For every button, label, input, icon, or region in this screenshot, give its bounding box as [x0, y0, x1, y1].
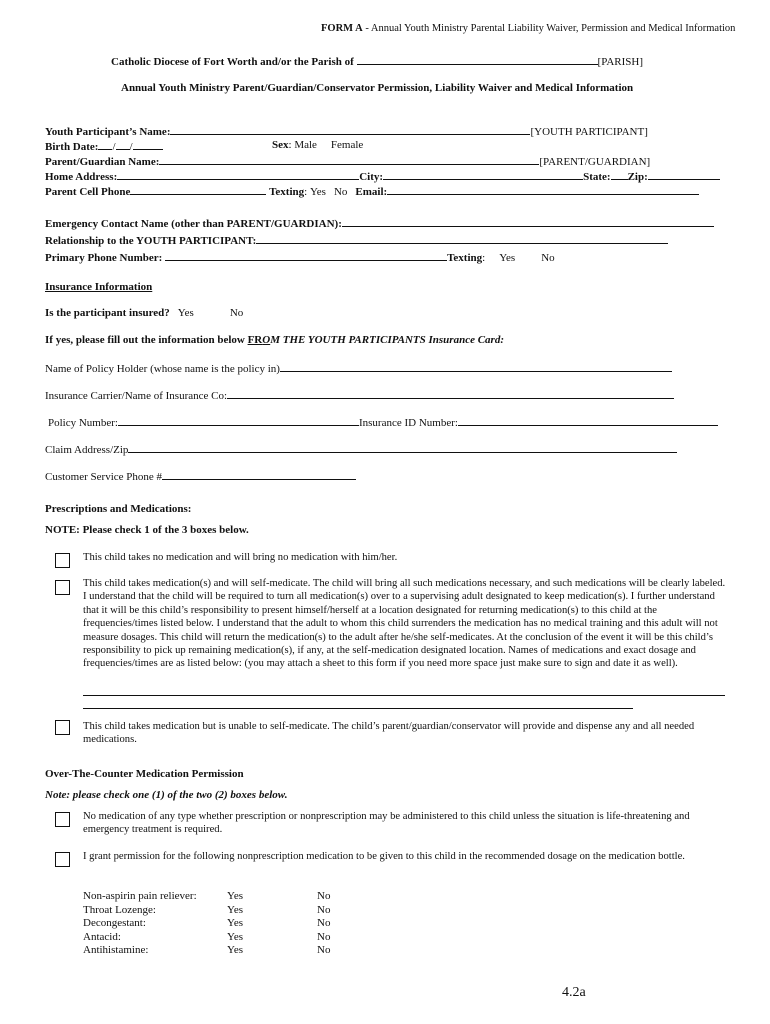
birth-day-field[interactable] — [116, 139, 130, 150]
birth-sep-2: / — [129, 141, 133, 153]
medication-line-2[interactable] — [83, 708, 633, 709]
otc-med-yes[interactable]: Yes — [227, 930, 244, 943]
parent-cell-field[interactable] — [130, 184, 266, 195]
no-otc-text: No medication of any type whether prescription or nonprescription may be administered to this child unless the situation is life-threatening and emergency treatment is required. — [83, 811, 690, 836]
primary-phone-field[interactable] — [165, 250, 447, 261]
prescriptions-note: NOTE: Please check 1 of the 3 boxes below. — [45, 524, 249, 536]
participant-name-field[interactable] — [170, 124, 530, 135]
state-field[interactable] — [611, 169, 628, 180]
home-address-label: Home Address — [45, 171, 114, 183]
parent-dispense-checkbox[interactable] — [55, 720, 70, 735]
zip-field[interactable] — [648, 169, 720, 180]
otc-heading: Over-The-Counter Medication Permission — [45, 768, 244, 780]
no-medication-checkbox[interactable] — [55, 553, 70, 568]
insurance-id-field[interactable] — [458, 415, 718, 426]
parish-tag: [PARISH] — [597, 56, 643, 68]
birth-year-field[interactable] — [133, 139, 163, 150]
emergency-texting-label: Texting — [447, 252, 483, 264]
instruction-from-m: M — [270, 334, 280, 346]
sex-female-option[interactable]: Female — [330, 139, 364, 151]
insurance-instruction — [45, 334, 504, 347]
insured-question: Is the participant insured? — [45, 307, 170, 319]
prescriptions-heading: Prescriptions and Medications: — [45, 503, 192, 515]
no-otc-checkbox[interactable] — [55, 812, 70, 827]
otc-med-no[interactable]: No — [317, 930, 331, 943]
emergency-texting-yes[interactable]: Yes — [499, 252, 516, 264]
page-number: 4.2a — [562, 985, 586, 1000]
participant-tag: [YOUTH PARTICIPANT] — [530, 126, 648, 138]
insurance-heading: Insurance Information — [45, 281, 153, 293]
guardian-name-label: Parent/Guardian Name — [45, 156, 156, 168]
customer-service-field[interactable] — [162, 469, 356, 480]
cell-phone-row: Parent Cell Phone Texting: Yes No Email: — [45, 184, 699, 199]
sex-male-option[interactable]: Male — [294, 139, 317, 151]
sex-row: Sex: Male Female — [272, 139, 364, 151]
claim-address-label: Claim Address/Zip — [45, 444, 129, 456]
otc-med-no[interactable]: No — [317, 903, 331, 916]
birth-sep-1: / — [112, 141, 116, 153]
policy-number-row — [48, 415, 718, 430]
otc-med-no[interactable]: No — [317, 944, 331, 956]
otc-med-name: Throat Lozenge: — [83, 903, 156, 916]
carrier-field[interactable] — [227, 388, 674, 399]
city-label: City — [359, 171, 380, 183]
form-label: FORM A — [321, 23, 363, 34]
guardian-name-field[interactable] — [159, 154, 539, 165]
birth-date-row: Birth Date: / / — [45, 139, 163, 154]
diocese-text: Catholic Diocese of Fort Worth and/or the Parish of — [111, 56, 354, 68]
sex-label: Sex — [272, 139, 289, 151]
guardian-row: Parent/Guardian Name: [PARENT/GUARDIAN] — [45, 156, 651, 168]
emergency-contact-label: Emergency Contact Name (other than PARENT/GUARDIAN) — [45, 218, 339, 230]
relationship-field[interactable] — [256, 233, 668, 244]
texting-label: Texting — [269, 186, 305, 198]
otc-med-name: Antacid: — [83, 930, 121, 943]
relationship-label: Relationship to the YOUTH PARTICIPANT — [45, 235, 253, 247]
birth-date-label: Birth Date — [45, 141, 95, 153]
email-field[interactable] — [387, 184, 699, 195]
otc-med-yes[interactable]: Yes — [227, 917, 244, 929]
instruction-text: If yes, please fill out the information below — [45, 334, 248, 346]
relationship-row: Relationship to the YOUTH PARTICIPANT: — [45, 233, 668, 248]
form-header — [321, 22, 735, 35]
otc-med-name: Antihistamine: — [83, 944, 149, 956]
instruction-card: THE YOUTH PARTICIPANTS Insurance Card — [279, 334, 501, 346]
policy-holder-row — [45, 361, 672, 376]
texting-yes-option[interactable]: Yes — [309, 186, 326, 198]
city-field[interactable] — [383, 169, 583, 180]
grant-otc-text: I grant permission for the following nonprescription medication to be given to this child in the recommended dosage on the medication bottle. — [83, 851, 685, 862]
instruction-from-o: O — [262, 334, 271, 346]
zip-label: Zip — [627, 171, 645, 183]
parish-field[interactable] — [357, 54, 598, 65]
otc-med-yes[interactable]: Yes — [227, 903, 244, 916]
carrier-label: Insurance Carrier/Name of Insurance Co: — [45, 390, 228, 402]
carrier-row — [45, 388, 674, 403]
claim-address-row — [45, 442, 677, 457]
claim-address-field[interactable] — [128, 442, 677, 453]
insured-no-option[interactable]: No — [229, 307, 244, 319]
self-medicate-checkbox[interactable] — [55, 580, 70, 595]
otc-med-yes[interactable]: Yes — [227, 890, 244, 902]
customer-service-label: Customer Service Phone # — [45, 471, 163, 483]
medication-line-1[interactable] — [83, 695, 725, 696]
customer-service-row — [45, 469, 356, 484]
otc-note: Note: please check one (1) of the two (2) boxes below. — [45, 789, 288, 801]
participant-name-label: Youth Participant’s Name — [45, 126, 167, 138]
instruction-colon: : — [500, 334, 504, 346]
otc-med-name: Decongestant: — [83, 917, 146, 929]
primary-phone-row: Primary Phone Number: Texting: Yes No — [45, 252, 555, 264]
otc-med-yes[interactable]: Yes — [227, 944, 244, 956]
policy-holder-label: Name of Policy Holder (whose name is the policy in) — [45, 363, 280, 375]
emergency-contact-row: Emergency Contact Name (other than PARENT/GUARDIAN): — [45, 216, 714, 231]
state-label: State — [583, 171, 607, 183]
no-medication-text: This child takes no medication and will bring no medication with him/her. — [83, 552, 398, 563]
diocese-line — [111, 54, 643, 69]
form-title: - Annual Youth Ministry Parental Liability Waiver, Permission and Medical Information — [362, 23, 736, 34]
otc-med-name: Non-aspirin pain reliever: — [83, 890, 197, 902]
document-title: Annual Youth Ministry Parent/Guardian/Conservator Permission, Liability Waiver and Medical Information — [121, 82, 634, 94]
emergency-texting-no[interactable]: No — [541, 252, 555, 264]
policy-number-field[interactable] — [118, 415, 359, 426]
otc-med-no[interactable]: No — [317, 890, 331, 902]
email-label: Email — [355, 186, 384, 198]
emergency-contact-field[interactable] — [342, 216, 714, 227]
parent-dispense-text: This child takes medication but is unable to self-medicate. The child’s parent/guardian/conservator will provide and dispense any and all needed medications. — [83, 721, 695, 746]
self-medicate-text: This child takes medication(s) and will self-medicate. The child will bring all such medications necessary, and such medications will be clearly labeled. I understand that the child will be required to turn all medication(s) over to a supervising adult designated to keep medication(s). I further understand that it will be this child’s responsibility to present himself/herself at a location designated for returning medication(s) to this child at the frequencies/times listed below. I understand that the adult to whom this child surrenders the medication has no medical training and this adult will not measure dosages. This child will return the medication(s) to the adult after he/she self-medicates. At the conclusion of the event it will be this child’s responsibility to pick up remaining medication(s), if any, at the self-medication designated location. Names of medications and exact dosage and frequencies/times are as listed below: (you may attach a sheet to this form if you need more space just make sure to sign and date it as well). — [83, 578, 726, 670]
address-row: Home Address: City: State: Zip: — [45, 169, 720, 184]
guardian-tag: [PARENT/GUARDIAN] — [539, 156, 651, 168]
participant-name-row: Youth Participant’s Name: [YOUTH PARTICIPANT] — [45, 126, 648, 138]
insured-yes-option[interactable]: Yes — [177, 307, 194, 319]
primary-phone-label: Primary Phone Number — [45, 252, 159, 264]
parent-cell-label: Parent Cell Phone — [45, 186, 131, 198]
policy-holder-field[interactable] — [280, 361, 672, 372]
grant-otc-checkbox[interactable] — [55, 852, 70, 867]
otc-med-no[interactable]: No — [317, 917, 331, 929]
birth-month-field[interactable] — [98, 139, 112, 150]
instruction-from-fr: FR — [247, 334, 263, 346]
insured-question-row — [45, 307, 243, 320]
home-address-field[interactable] — [117, 169, 359, 180]
texting-no-option[interactable]: No — [333, 186, 348, 198]
policy-number-label: Policy Number: — [48, 417, 118, 429]
insurance-id-label: Insurance ID Number: — [358, 417, 458, 429]
